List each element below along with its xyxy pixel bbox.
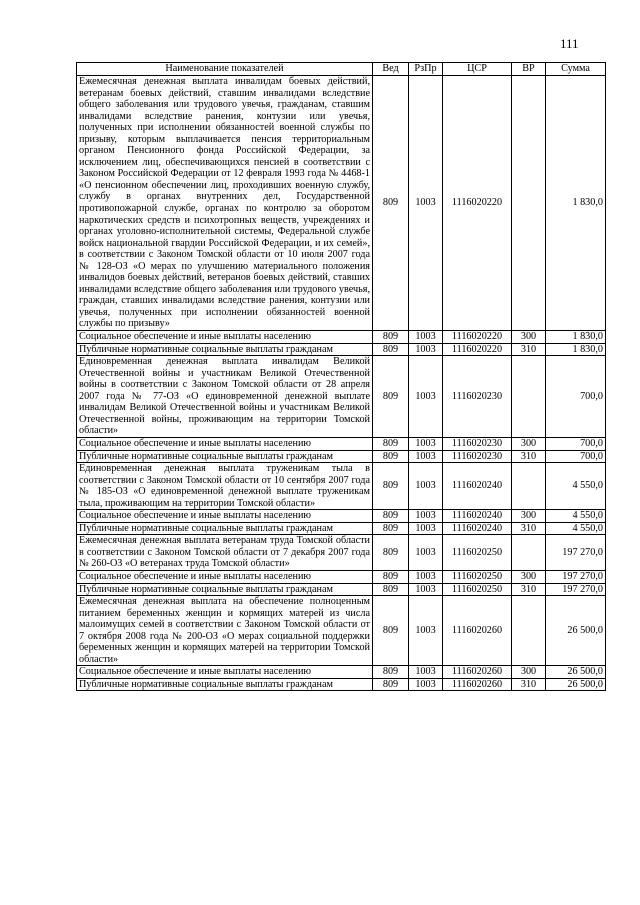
table-row: [77, 596, 606, 666]
cell-sum: 1 830,0: [546, 76, 606, 331]
budget-table: [76, 62, 606, 691]
cell-vr: [512, 535, 546, 571]
cell-csr: 1116020250: [443, 535, 512, 571]
cell-name: Ежемесячная денежная выплата ветеранам труда Томской области в соответствии с Законом Томской области от 7 декабря 2007 года № 260-ОЗ «О ветеранах труда Томской области»: [77, 535, 373, 571]
cell-vr: 310: [512, 583, 546, 596]
cell-vr: [512, 76, 546, 331]
cell-vr: 310: [512, 343, 546, 356]
cell-ved: 809: [373, 522, 409, 535]
table-row: [77, 678, 606, 691]
cell-csr: 1116020240: [443, 510, 512, 523]
cell-vr: 310: [512, 678, 546, 691]
cell-rzpr: 1003: [409, 437, 443, 450]
page-number: 111: [560, 36, 579, 51]
cell-rzpr: 1003: [409, 331, 443, 344]
cell-rzpr: 1003: [409, 570, 443, 583]
cell-csr: 1116020260: [443, 678, 512, 691]
cell-sum: 4 550,0: [546, 510, 606, 523]
cell-csr: 1116020240: [443, 463, 512, 510]
cell-ved: 809: [373, 678, 409, 691]
cell-csr: 1116020250: [443, 583, 512, 596]
cell-name: Социальное обеспечение и иные выплаты населению: [77, 510, 373, 523]
cell-name: Единовременная денежная выплата инвалидам Великой Отечественной войны и участникам Великой Отечественной войны в соответствии с Законом Томской области от 28 апреля 2007 года № 77-ОЗ «О единовременной денежной выплате инвалидам Великой Отечественной войны и участникам Великой Отечественной войны, проживающим на территории Томской области»: [77, 356, 373, 438]
cell-csr: 1116020220: [443, 76, 512, 331]
cell-rzpr: 1003: [409, 463, 443, 510]
cell-sum: 197 270,0: [546, 570, 606, 583]
cell-ved: 809: [373, 666, 409, 679]
cell-sum: 700,0: [546, 437, 606, 450]
header-vr: ВР: [512, 63, 546, 76]
table-row: [77, 522, 606, 535]
table-row: [77, 583, 606, 596]
cell-ved: 809: [373, 570, 409, 583]
cell-rzpr: 1003: [409, 510, 443, 523]
header-csr: ЦСР: [443, 63, 512, 76]
cell-ved: 809: [373, 356, 409, 438]
cell-name: Социальное обеспечение и иные выплаты населению: [77, 331, 373, 344]
cell-csr: 1116020260: [443, 596, 512, 666]
cell-ved: 809: [373, 535, 409, 571]
cell-csr: 1116020220: [443, 331, 512, 344]
cell-csr: 1116020230: [443, 450, 512, 463]
cell-ved: 809: [373, 343, 409, 356]
table-row: [77, 510, 606, 523]
cell-sum: 700,0: [546, 356, 606, 438]
table-row: [77, 463, 606, 510]
cell-rzpr: 1003: [409, 356, 443, 438]
cell-rzpr: 1003: [409, 678, 443, 691]
table-row: [77, 666, 606, 679]
table-header-row: [77, 63, 606, 76]
cell-sum: 4 550,0: [546, 522, 606, 535]
cell-sum: 1 830,0: [546, 343, 606, 356]
cell-csr: 1116020250: [443, 570, 512, 583]
cell-ved: 809: [373, 463, 409, 510]
cell-sum: 26 500,0: [546, 596, 606, 666]
cell-name: Социальное обеспечение и иные выплаты населению: [77, 570, 373, 583]
cell-rzpr: 1003: [409, 535, 443, 571]
header-name: Наименование показателей: [77, 63, 373, 76]
cell-name: Публичные нормативные социальные выплаты гражданам: [77, 343, 373, 356]
cell-rzpr: 1003: [409, 450, 443, 463]
table-row: [77, 450, 606, 463]
cell-ved: 809: [373, 583, 409, 596]
cell-vr: 310: [512, 450, 546, 463]
cell-csr: 1116020260: [443, 666, 512, 679]
cell-csr: 1116020230: [443, 437, 512, 450]
cell-name: Публичные нормативные социальные выплаты гражданам: [77, 522, 373, 535]
cell-rzpr: 1003: [409, 583, 443, 596]
cell-name: Социальное обеспечение и иные выплаты населению: [77, 666, 373, 679]
cell-rzpr: 1003: [409, 343, 443, 356]
cell-name: Публичные нормативные социальные выплаты гражданам: [77, 583, 373, 596]
cell-sum: 26 500,0: [546, 678, 606, 691]
cell-csr: 1116020220: [443, 343, 512, 356]
cell-vr: [512, 596, 546, 666]
cell-name: Единовременная денежная выплата труженикам тыла в соответствии с Законом Томской области от 10 сентября 2007 года № 185-ОЗ «О единовременной денежной выплате труженикам тыла, проживающим на территории Томской области»: [77, 463, 373, 510]
cell-sum: 1 830,0: [546, 331, 606, 344]
table-row: [77, 356, 606, 438]
table-row: [77, 76, 606, 331]
table-row: [77, 331, 606, 344]
cell-name: Социальное обеспечение и иные выплаты населению: [77, 437, 373, 450]
cell-ved: 809: [373, 331, 409, 344]
cell-name: Ежемесячная денежная выплата инвалидам боевых действий, ветеранам боевых действий, ставшим инвалидами вследствие общего заболевания или трудового увечья, гражданам, ставшим инвалидами вследствие ранения, контузии или увечья, полученных при исполнении обязанностей военной службы по призыву, которым выплачивается пенсия территориальным органом Пенсионного фонда Российской Федерации, за исключением лиц, обеспечивающихся пенсией в соответствии с Законом Российской Федерации от 12 февраля 1993 года № 4468-1 «О пенсионном обеспечении лиц, проходивших военную службу, службу в органах внутренних дел, Государственной противопожарной службе, органах по контролю за оборотом наркотических средств и психотропных веществ, учреждениях и органах уголовно-исполнительной системы, Федеральной службе войск национальной гвардии Российской Федерации, и их семей», в соответствии с Законом Томской области от 10 июля 2007 года № 128-ОЗ «О мерах по улучшению материального положения инвалидов боевых действий, ветеранов боевых действий, ставших инвалидами вследствие общего заболевания или трудового увечья, граждан, ставших инвалидами вследствие ранения, контузии или увечья, полученных при исполнении обязанностей военной службы по призыву»: [77, 76, 373, 331]
cell-ved: 809: [373, 437, 409, 450]
cell-ved: 809: [373, 596, 409, 666]
cell-sum: 4 550,0: [546, 463, 606, 510]
cell-vr: 310: [512, 522, 546, 535]
cell-vr: 300: [512, 570, 546, 583]
cell-vr: 300: [512, 437, 546, 450]
cell-rzpr: 1003: [409, 76, 443, 331]
cell-ved: 809: [373, 450, 409, 463]
cell-name: Публичные нормативные социальные выплаты гражданам: [77, 678, 373, 691]
cell-name: Публичные нормативные социальные выплаты гражданам: [77, 450, 373, 463]
table-row: [77, 570, 606, 583]
cell-rzpr: 1003: [409, 666, 443, 679]
header-sum: Сумма: [546, 63, 606, 76]
cell-csr: 1116020230: [443, 356, 512, 438]
cell-sum: 700,0: [546, 450, 606, 463]
table-row: [77, 535, 606, 571]
cell-sum: 197 270,0: [546, 583, 606, 596]
cell-vr: 300: [512, 331, 546, 344]
cell-rzpr: 1003: [409, 596, 443, 666]
table-row: [77, 343, 606, 356]
cell-sum: 197 270,0: [546, 535, 606, 571]
cell-ved: 809: [373, 76, 409, 331]
cell-vr: 300: [512, 666, 546, 679]
header-ved: Вед: [373, 63, 409, 76]
table-row: [77, 437, 606, 450]
cell-ved: 809: [373, 510, 409, 523]
header-rzpr: РзПр: [409, 63, 443, 76]
cell-vr: [512, 463, 546, 510]
cell-vr: 300: [512, 510, 546, 523]
cell-sum: 26 500,0: [546, 666, 606, 679]
cell-name: Ежемесячная денежная выплата на обеспечение полноценным питанием беременных женщин и кормящих матерей из числа малоимущих семей в соответствии с Законом Томской области от 7 октября 2008 года № 200-ОЗ «О мерах социальной поддержки беременных женщин и кормящих матерей на территории Томской области»: [77, 596, 373, 666]
cell-vr: [512, 356, 546, 438]
cell-csr: 1116020240: [443, 522, 512, 535]
cell-rzpr: 1003: [409, 522, 443, 535]
